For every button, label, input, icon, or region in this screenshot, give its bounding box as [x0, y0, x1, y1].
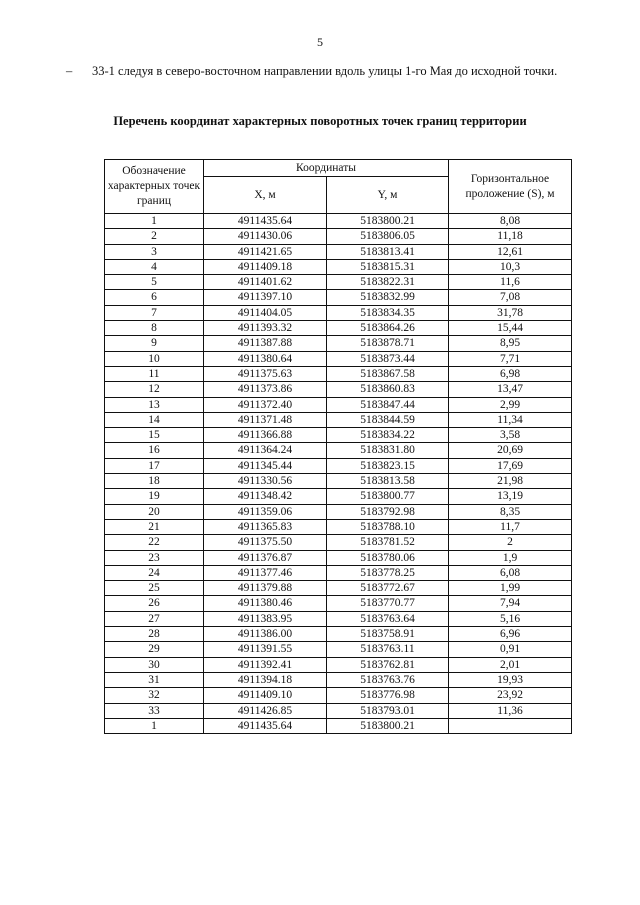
cell-point: 33 — [105, 703, 204, 718]
header-point: Обозначение характерных точек границ — [105, 160, 204, 214]
cell-x: 4911435.64 — [204, 718, 327, 733]
cell-y: 5183792.98 — [327, 504, 449, 519]
cell-point: 1 — [105, 718, 204, 733]
cell-length: 13,47 — [449, 382, 572, 397]
cell-y: 5183831.80 — [327, 443, 449, 458]
cell-y: 5183813.41 — [327, 244, 449, 259]
intro-paragraph — [66, 64, 557, 79]
cell-y: 5183800.77 — [327, 489, 449, 504]
table-row — [105, 412, 572, 427]
cell-point: 20 — [105, 504, 204, 519]
table-row — [105, 565, 572, 580]
cell-length: 5,16 — [449, 611, 572, 626]
cell-point: 22 — [105, 535, 204, 550]
cell-x: 4911366.88 — [204, 428, 327, 443]
cell-point: 27 — [105, 611, 204, 626]
cell-point: 30 — [105, 657, 204, 672]
cell-point: 17 — [105, 458, 204, 473]
cell-length: 8,35 — [449, 504, 572, 519]
cell-x: 4911409.10 — [204, 688, 327, 703]
table-row — [105, 581, 572, 596]
cell-point: 18 — [105, 474, 204, 489]
cell-length: 11,6 — [449, 275, 572, 290]
cell-y: 5183815.31 — [327, 259, 449, 274]
cell-y: 5183793.01 — [327, 703, 449, 718]
cell-length: 7,08 — [449, 290, 572, 305]
cell-length: 11,18 — [449, 229, 572, 244]
cell-point: 7 — [105, 305, 204, 320]
cell-length: 2,01 — [449, 657, 572, 672]
cell-x: 4911391.55 — [204, 642, 327, 657]
cell-length: 23,92 — [449, 688, 572, 703]
cell-x: 4911409.18 — [204, 259, 327, 274]
intro-text: 33-1 следуя в северо-восточном направлении вдоль улицы 1-го Мая до исходной точки. — [92, 64, 558, 78]
cell-y: 5183806.05 — [327, 229, 449, 244]
cell-x: 4911421.65 — [204, 244, 327, 259]
cell-length: 1,9 — [449, 550, 572, 565]
cell-y: 5183860.83 — [327, 382, 449, 397]
cell-point: 15 — [105, 428, 204, 443]
cell-x: 4911430.06 — [204, 229, 327, 244]
cell-length: 13,19 — [449, 489, 572, 504]
cell-y: 5183800.21 — [327, 718, 449, 733]
table-row — [105, 672, 572, 687]
cell-length: 2 — [449, 535, 572, 550]
table-row — [105, 305, 572, 320]
cell-x: 4911377.46 — [204, 565, 327, 580]
header-coordinates: Координаты — [204, 160, 449, 177]
cell-y: 5183878.71 — [327, 336, 449, 351]
cell-x: 4911372.40 — [204, 397, 327, 412]
cell-length: 21,98 — [449, 474, 572, 489]
table-row — [105, 397, 572, 412]
cell-point: 21 — [105, 519, 204, 534]
table-row — [105, 718, 572, 733]
cell-length: 15,44 — [449, 321, 572, 336]
table-row — [105, 366, 572, 381]
cell-y: 5183762.81 — [327, 657, 449, 672]
cell-x: 4911375.63 — [204, 366, 327, 381]
cell-y: 5183873.44 — [327, 351, 449, 366]
cell-point: 1 — [105, 214, 204, 229]
cell-point: 6 — [105, 290, 204, 305]
cell-y: 5183781.52 — [327, 535, 449, 550]
table-row — [105, 336, 572, 351]
cell-length: 8,08 — [449, 214, 572, 229]
table-heading: Перечень координат характерных поворотных точек границ территории — [113, 114, 527, 128]
coordinates-table — [104, 159, 572, 734]
cell-x: 4911373.86 — [204, 382, 327, 397]
cell-y: 5183847.44 — [327, 397, 449, 412]
table-row — [105, 321, 572, 336]
cell-length: 20,69 — [449, 443, 572, 458]
cell-y: 5183788.10 — [327, 519, 449, 534]
cell-y: 5183778.25 — [327, 565, 449, 580]
cell-length: 6,98 — [449, 366, 572, 381]
table-row — [105, 290, 572, 305]
cell-point: 13 — [105, 397, 204, 412]
cell-y: 5183763.11 — [327, 642, 449, 657]
cell-y: 5183800.21 — [327, 214, 449, 229]
cell-y: 5183832.99 — [327, 290, 449, 305]
cell-point: 14 — [105, 412, 204, 427]
cell-point: 32 — [105, 688, 204, 703]
cell-y: 5183772.67 — [327, 581, 449, 596]
cell-y: 5183780.06 — [327, 550, 449, 565]
cell-length: 11,34 — [449, 412, 572, 427]
cell-point: 26 — [105, 596, 204, 611]
cell-point: 8 — [105, 321, 204, 336]
table-row — [105, 474, 572, 489]
cell-point: 31 — [105, 672, 204, 687]
table-row — [105, 504, 572, 519]
cell-point: 2 — [105, 229, 204, 244]
cell-point: 10 — [105, 351, 204, 366]
cell-length: 2,99 — [449, 397, 572, 412]
cell-y: 5183823.15 — [327, 458, 449, 473]
cell-length: 31,78 — [449, 305, 572, 320]
cell-length: 6,08 — [449, 565, 572, 580]
cell-length: 10,3 — [449, 259, 572, 274]
table-row — [105, 382, 572, 397]
cell-y: 5183834.35 — [327, 305, 449, 320]
cell-y: 5183813.58 — [327, 474, 449, 489]
table-row — [105, 627, 572, 642]
cell-x: 4911365.83 — [204, 519, 327, 534]
cell-length: 17,69 — [449, 458, 572, 473]
table-row — [105, 458, 572, 473]
table-row — [105, 611, 572, 626]
cell-y: 5183758.91 — [327, 627, 449, 642]
table-row — [105, 259, 572, 274]
cell-length: 7,94 — [449, 596, 572, 611]
table-row — [105, 489, 572, 504]
cell-y: 5183834.22 — [327, 428, 449, 443]
cell-length: 8,95 — [449, 336, 572, 351]
cell-y: 5183763.64 — [327, 611, 449, 626]
cell-x: 4911383.95 — [204, 611, 327, 626]
cell-x: 4911392.41 — [204, 657, 327, 672]
cell-x: 4911397.10 — [204, 290, 327, 305]
table-row — [105, 519, 572, 534]
list-dash: – — [66, 64, 73, 78]
cell-y: 5183867.58 — [327, 366, 449, 381]
cell-x: 4911401.62 — [204, 275, 327, 290]
cell-y: 5183864.26 — [327, 321, 449, 336]
cell-x: 4911376.87 — [204, 550, 327, 565]
cell-length — [449, 718, 572, 733]
table-body — [105, 214, 572, 734]
cell-length: 19,93 — [449, 672, 572, 687]
header-length: Горизонтальное проложение (S), м — [449, 160, 572, 214]
table-row — [105, 550, 572, 565]
cell-x: 4911345.44 — [204, 458, 327, 473]
cell-length: 6,96 — [449, 627, 572, 642]
cell-x: 4911435.64 — [204, 214, 327, 229]
cell-length: 7,71 — [449, 351, 572, 366]
cell-point: 29 — [105, 642, 204, 657]
cell-length: 3,58 — [449, 428, 572, 443]
cell-y: 5183822.31 — [327, 275, 449, 290]
cell-length: 0,91 — [449, 642, 572, 657]
cell-length: 11,36 — [449, 703, 572, 718]
table-row — [105, 596, 572, 611]
cell-x: 4911330.56 — [204, 474, 327, 489]
cell-x: 4911404.05 — [204, 305, 327, 320]
page-number: 5 — [317, 35, 323, 49]
cell-point: 3 — [105, 244, 204, 259]
cell-x: 4911393.32 — [204, 321, 327, 336]
header-y: Y, м — [327, 177, 449, 214]
table-row — [105, 535, 572, 550]
cell-point: 28 — [105, 627, 204, 642]
cell-x: 4911380.46 — [204, 596, 327, 611]
cell-x: 4911380.64 — [204, 351, 327, 366]
cell-x: 4911387.88 — [204, 336, 327, 351]
cell-point: 4 — [105, 259, 204, 274]
cell-x: 4911426.85 — [204, 703, 327, 718]
cell-length: 11,7 — [449, 519, 572, 534]
table-row — [105, 229, 572, 244]
table-row — [105, 657, 572, 672]
cell-x: 4911364.24 — [204, 443, 327, 458]
table-row — [105, 642, 572, 657]
cell-x: 4911359.06 — [204, 504, 327, 519]
table-row — [105, 244, 572, 259]
cell-point: 12 — [105, 382, 204, 397]
cell-y: 5183776.98 — [327, 688, 449, 703]
cell-x: 4911375.50 — [204, 535, 327, 550]
table-row — [105, 351, 572, 366]
table-row — [105, 428, 572, 443]
table-row — [105, 275, 572, 290]
cell-y: 5183844.59 — [327, 412, 449, 427]
cell-point: 23 — [105, 550, 204, 565]
cell-point: 24 — [105, 565, 204, 580]
table-row — [105, 214, 572, 229]
table-row — [105, 443, 572, 458]
cell-point: 16 — [105, 443, 204, 458]
cell-y: 5183770.77 — [327, 596, 449, 611]
table-row — [105, 703, 572, 718]
cell-y: 5183763.76 — [327, 672, 449, 687]
cell-point: 5 — [105, 275, 204, 290]
cell-x: 4911371.48 — [204, 412, 327, 427]
cell-x: 4911348.42 — [204, 489, 327, 504]
cell-length: 12,61 — [449, 244, 572, 259]
cell-x: 4911386.00 — [204, 627, 327, 642]
cell-x: 4911394.18 — [204, 672, 327, 687]
header-x: X, м — [204, 177, 327, 214]
cell-x: 4911379.88 — [204, 581, 327, 596]
table-row — [105, 688, 572, 703]
cell-length: 1,99 — [449, 581, 572, 596]
cell-point: 25 — [105, 581, 204, 596]
cell-point: 11 — [105, 366, 204, 381]
cell-point: 9 — [105, 336, 204, 351]
cell-point: 19 — [105, 489, 204, 504]
